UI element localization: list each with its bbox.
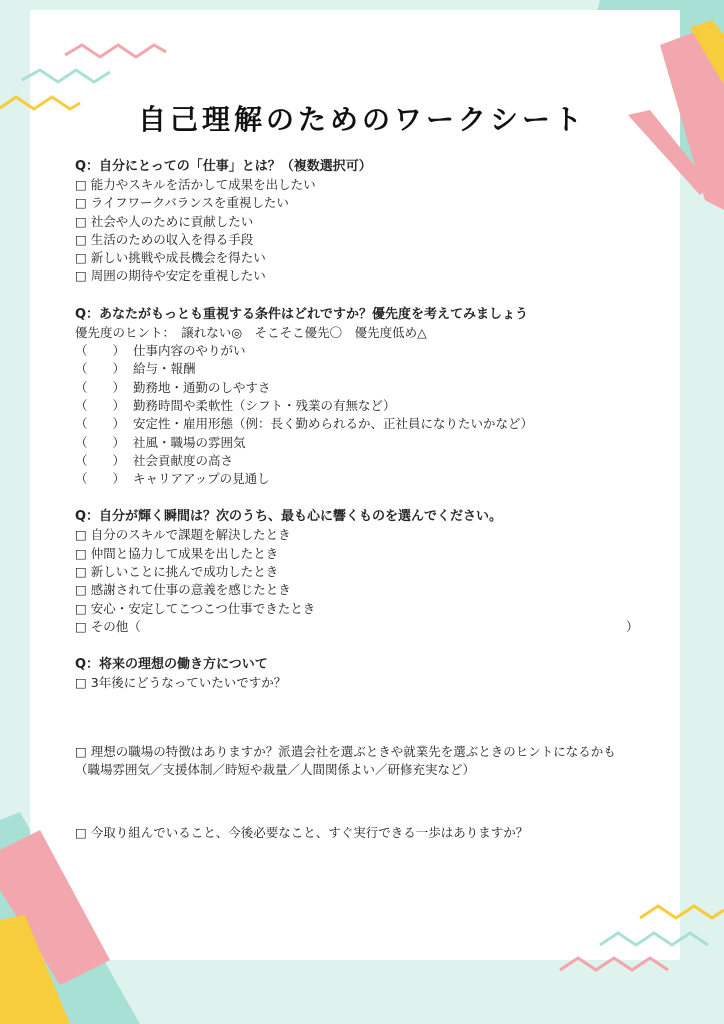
q2-item-label: キャリアアップの見通し — [133, 471, 270, 487]
q3-option-other[interactable] — [75, 618, 675, 636]
q2-item-3 — [75, 379, 675, 397]
priority-input[interactable]: （ ） — [75, 452, 126, 468]
priority-input[interactable]: （ ） — [75, 471, 126, 487]
question-3: Q：自分が輝く瞬間は？次のうち、最も心に響くものを選んでください。 — [75, 509, 503, 525]
q2-item-1 — [75, 342, 675, 360]
priority-input[interactable]: （ ） — [75, 379, 126, 395]
q1-option-6[interactable]: □ 周囲の期待や安定を重視したい — [75, 268, 266, 284]
question-1: Q：自分にとっての「仕事」とは？（複数選択可） — [75, 159, 372, 174]
other-close-paren: ） — [626, 618, 639, 634]
priority-hint: 優先度のヒント： 譲れない◎ そこそこ優先〇 優先度低め△ — [75, 324, 427, 340]
other-open-label: □ その他（ — [75, 618, 141, 634]
q1-option-4[interactable]: □ 生活のための収入を得る手段 — [75, 231, 254, 247]
q3-option-5[interactable]: □ 安心・安定してこつこつ仕事できたとき — [75, 600, 316, 616]
q3-option-2[interactable]: □ 仲間と協力して成果を出したとき — [75, 545, 279, 561]
q2-item-label: 安定性・雇用形態（例：長く勤められるか、正社員になりたいかなど） — [133, 416, 534, 432]
q2-item-7 — [75, 452, 675, 470]
page-title: 自己理解のためのワークシート — [137, 103, 586, 136]
q2-item-label: 仕事内容のやりがい — [133, 343, 246, 359]
priority-input[interactable]: （ ） — [75, 397, 126, 413]
q1-option-2[interactable]: □ ライフワークバランスを重視したい — [75, 195, 289, 211]
q2-item-label: 勤務時間や柔軟性（シフト・残業の有無など） — [133, 397, 396, 413]
q4-item-1[interactable]: □ 3年後にどうなっていたいですか？ — [75, 675, 287, 691]
q4-item-3[interactable]: □ 今取り組んでいること、今後必要なこと、すぐ実行できる一歩はありますか？ — [75, 825, 529, 841]
q1-option-1[interactable]: □ 能力やスキルを活かして成果を出したい — [75, 177, 316, 192]
question-4-section — [75, 656, 675, 842]
q2-item-2 — [75, 360, 675, 378]
question-3-section — [75, 508, 675, 636]
q2-item-4 — [75, 397, 675, 415]
q4-answer-space-2[interactable] — [75, 779, 675, 824]
q4-item-2-note: （職場雰囲気／支援体制／時短や裁量／人間関係よい／研修充実など） — [75, 761, 476, 777]
question-1-section — [75, 158, 675, 286]
q1-option-5[interactable]: □ 新しい挑戦や成長機会を得たい — [75, 250, 266, 266]
q2-item-label: 給与・報酬 — [133, 361, 196, 377]
q3-option-1[interactable]: □ 自分のスキルで課題を解決したとき — [75, 527, 291, 543]
q4-item-2[interactable]: □ 理想の職場の特徴はありますか？派遣会社を選ぶときや就業先を選ぶときのヒントになるかも — [75, 743, 616, 759]
question-2-section — [75, 306, 675, 489]
question-2: Q：あなたがもっとも重視する条件はどれですか？優先度を考えてみましょう — [75, 306, 529, 322]
q2-item-6 — [75, 434, 675, 452]
priority-input[interactable]: （ ） — [75, 361, 126, 377]
q3-option-3[interactable]: □ 新しいことに挑んで成功したとき — [75, 564, 279, 580]
q2-item-5 — [75, 415, 675, 433]
q2-item-8 — [75, 470, 675, 488]
bottom-right-zigzags-overlay — [560, 906, 724, 970]
priority-input[interactable]: （ ） — [75, 343, 126, 359]
q4-answer-space-1[interactable] — [75, 693, 675, 743]
q3-option-4[interactable]: □ 感謝されて仕事の意義を感じたとき — [75, 582, 291, 598]
q2-item-label: 社会貢献度の高さ — [133, 452, 234, 468]
priority-input[interactable]: （ ） — [75, 434, 126, 450]
q2-item-label: 社風・職場の雰囲気 — [133, 434, 246, 450]
worksheet-content — [75, 158, 675, 862]
q1-option-3[interactable]: □ 社会や人のために貢献したい — [75, 213, 254, 229]
question-4: Q：将来の理想の働き方について — [75, 657, 268, 673]
priority-input[interactable]: （ ） — [75, 416, 126, 432]
q2-item-label: 勤務地・通勤のしやすさ — [133, 379, 271, 395]
